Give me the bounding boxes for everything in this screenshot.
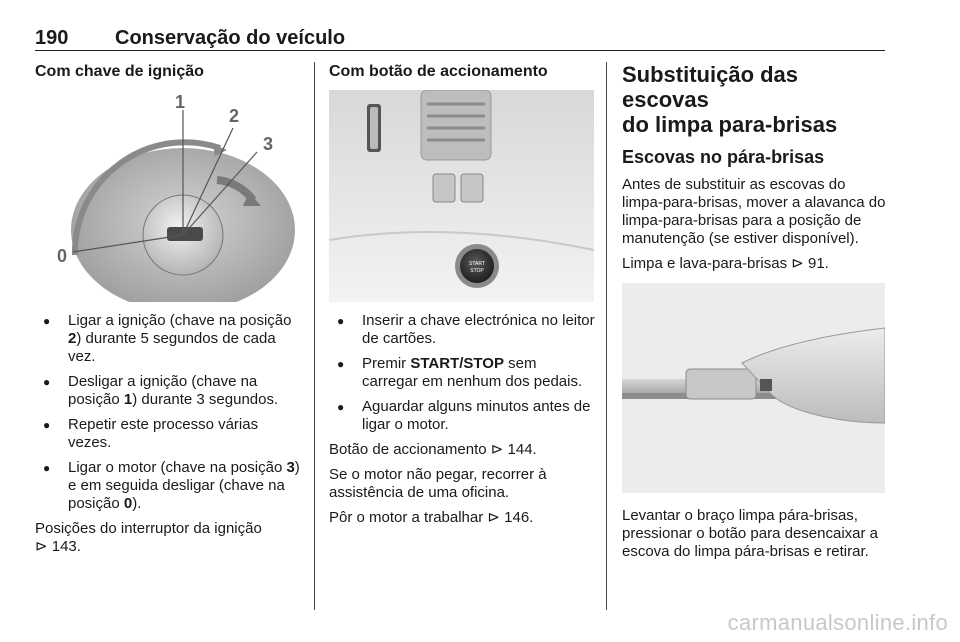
list-item [329, 312, 595, 348]
paragraph: Levantar o braço limpa pára-brisas, pressionar o botão para desencaixar a escova do limpa pára-brisas e retirar. [622, 507, 878, 560]
step-text: Repetir este processo várias vezes. [68, 416, 259, 451]
paragraph: Limpa e lava-para-brisas ⊳ 91. [622, 255, 829, 272]
column-wiper-blades [622, 62, 887, 568]
step-text: ) durante 5 segundos de cada vez. [68, 330, 276, 365]
subsection-title: Escovas no pára-brisas [622, 147, 825, 167]
step-text: sem carregar em nenhum dos pedais. [362, 355, 583, 390]
list-item [329, 398, 595, 434]
start-button-figure [329, 90, 594, 302]
list-item [35, 312, 300, 366]
step-text: Ligar a ignição (chave na posição [68, 312, 292, 329]
title-line: do limpa para-brisas [622, 112, 838, 137]
ignition-diagram [35, 90, 300, 302]
chapter-title: Conservação do veículo [115, 27, 346, 49]
section-title [622, 62, 887, 137]
section-heading: Com botão de accionamento [329, 63, 548, 80]
list-item [35, 416, 300, 452]
page-reference[interactable]: ⊳ 143. [35, 538, 81, 555]
wiper-blade-figure [622, 283, 885, 493]
start-label: START [469, 261, 485, 267]
column-ignition-key [35, 62, 300, 563]
paragraph: Pôr o motor a trabalhar ⊳ 146. [329, 509, 534, 526]
step-text: Premir [362, 355, 411, 372]
reference-text: Posições do interruptor da ignição [35, 520, 262, 537]
page-number: 190 [35, 27, 69, 49]
dashboard-diagram [329, 90, 594, 302]
wiper-diagram [622, 283, 885, 493]
column-start-button [329, 62, 595, 534]
step-text: Inserir a chave electrónica no leitor de cartões. [362, 312, 595, 347]
list-item [35, 373, 300, 409]
key-position: 3 [286, 459, 295, 476]
paragraph: Antes de substituir as escovas do limpa-para-brisas, mover a alavanca do limpa-para-brisas para a posição de manutenção (se estiver disponível). [622, 176, 886, 247]
key-position: 0 [123, 495, 133, 512]
start-steps [329, 312, 595, 434]
paragraph: Botão de accionamento ⊳ 144. [329, 441, 537, 458]
position-label-3: 3 [263, 134, 274, 154]
step-text: Aguardar alguns minutos antes de ligar o motor. [362, 398, 591, 433]
button-name: START/STOP [410, 355, 504, 372]
list-item [35, 459, 300, 513]
ignition-key-figure [35, 90, 300, 302]
page-header [35, 28, 885, 51]
paragraph: Se o motor não pegar, recorrer à assistência de uma oficina. [329, 466, 547, 501]
position-label-0: 0 [57, 246, 68, 266]
ignition-steps [35, 312, 300, 513]
step-text: ) durante 3 segundos. [132, 391, 279, 408]
cross-reference [35, 520, 300, 556]
watermark: carmanualsonline.info [727, 610, 948, 635]
step-text: Desligar a ignição (chave na posição [68, 373, 258, 408]
section-heading: Com chave de ignição [35, 63, 204, 80]
column-divider [606, 62, 607, 610]
step-text: Ligar o motor (chave na posição [68, 459, 287, 476]
list-item [329, 355, 595, 391]
position-label-2: 2 [229, 106, 240, 126]
position-label-1: 1 [175, 92, 186, 112]
step-text: ). [132, 495, 142, 512]
title-line: Substituição das escovas [622, 62, 799, 112]
stop-label: STOP [470, 268, 484, 274]
step-text: ) e em seguida desligar (chave na posição [68, 459, 300, 512]
key-position: 1 [123, 391, 133, 408]
key-position: 2 [68, 330, 77, 347]
column-divider [314, 62, 315, 610]
